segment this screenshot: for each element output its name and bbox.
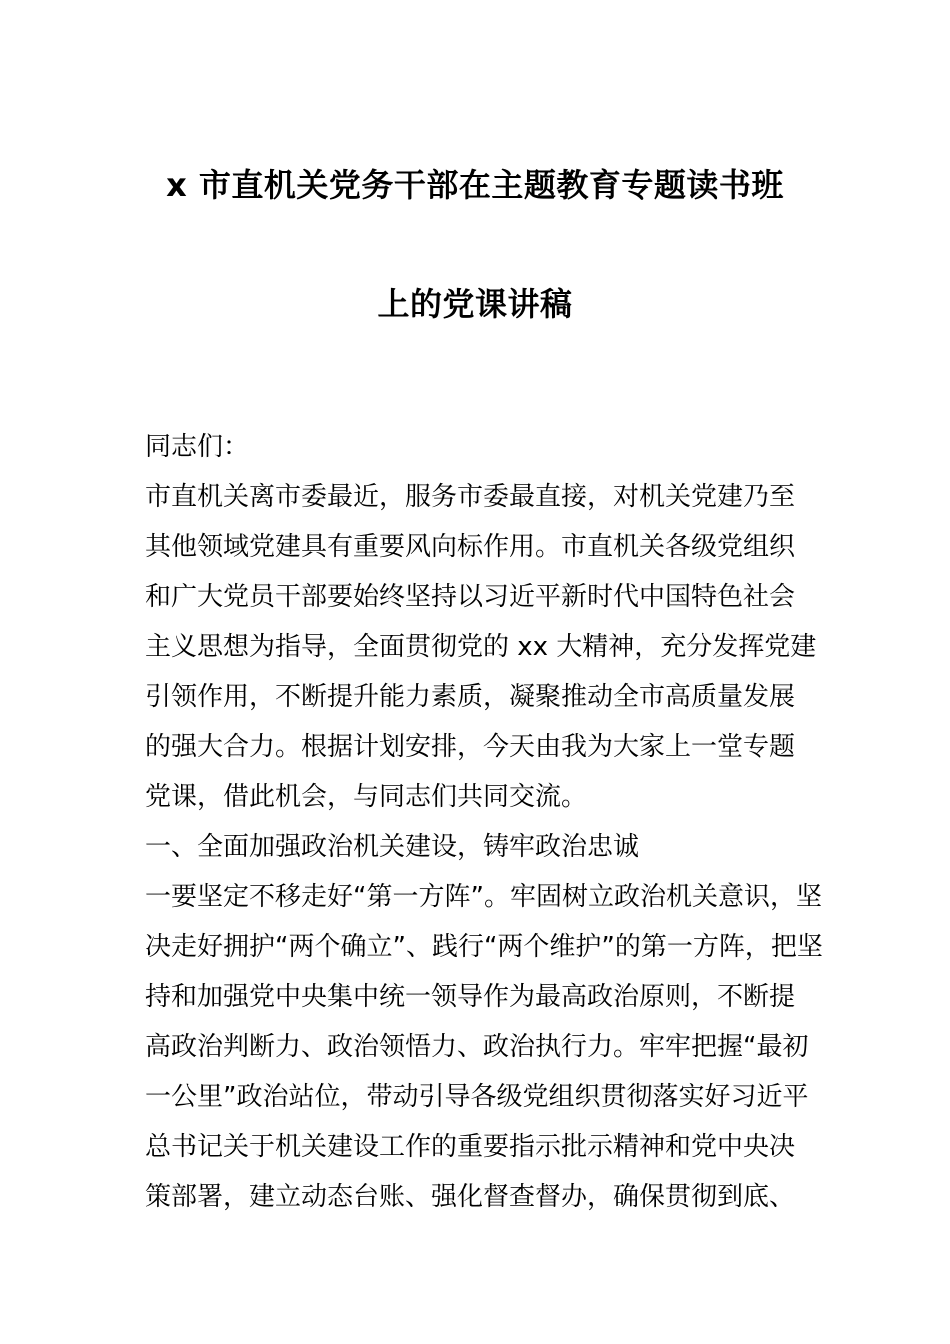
body-line: 持和加强党中央集中统一领导作为最高政治原则，不断提	[145, 982, 796, 1012]
document-body	[145, 422, 823, 1222]
section-heading: 一、全面加强政治机关建设，铸牢政治忠诚	[145, 832, 640, 862]
body-line: 一公里”政治站位，带动引导各级党组织贯彻落实好习近平	[145, 1082, 809, 1112]
body-line: 的强大合力。根据计划安排，今天由我为大家上一堂专题	[145, 732, 796, 762]
body-line: 引领作用，不断提升能力素质，凝聚推动全市高质量发展	[145, 682, 796, 712]
body-line: 党课，借此机会，与同志们共同交流。	[145, 782, 588, 812]
document-title-line-1: x 市直机关党务干部在主题教育专题读书班	[166, 166, 784, 204]
body-line: 策部署，建立动态台账、强化督查督办，确保贯彻到底、	[145, 1182, 796, 1212]
body-line: 决走好拥护“两个确立”、践行“两个维护”的第一方阵，把坚	[145, 932, 823, 962]
body-line: 主义思想为指导，全面贯彻党的 xx 大精神，充分发挥党建	[145, 632, 817, 662]
body-line: 其他领域党建具有重要风向标作用。市直机关各级党组织	[145, 532, 796, 562]
body-line: 市直机关离市委最近，服务市委最直接，对机关党建乃至	[145, 482, 796, 512]
body-line: 和广大党员干部要始终坚持以习近平新时代中国特色社会	[145, 582, 796, 612]
salutation: 同志们：	[145, 432, 250, 462]
body-line: 一要坚定不移走好“第一方阵”。牢固树立政治机关意识，坚	[145, 882, 822, 912]
document-title-line-2: 上的党课讲稿	[377, 285, 573, 323]
body-line: 高政治判断力、政治领悟力、政治执行力。牢牢把握“最初	[145, 1032, 809, 1062]
body-line: 总书记关于机关建设工作的重要指示批示精神和党中央决	[145, 1132, 796, 1162]
